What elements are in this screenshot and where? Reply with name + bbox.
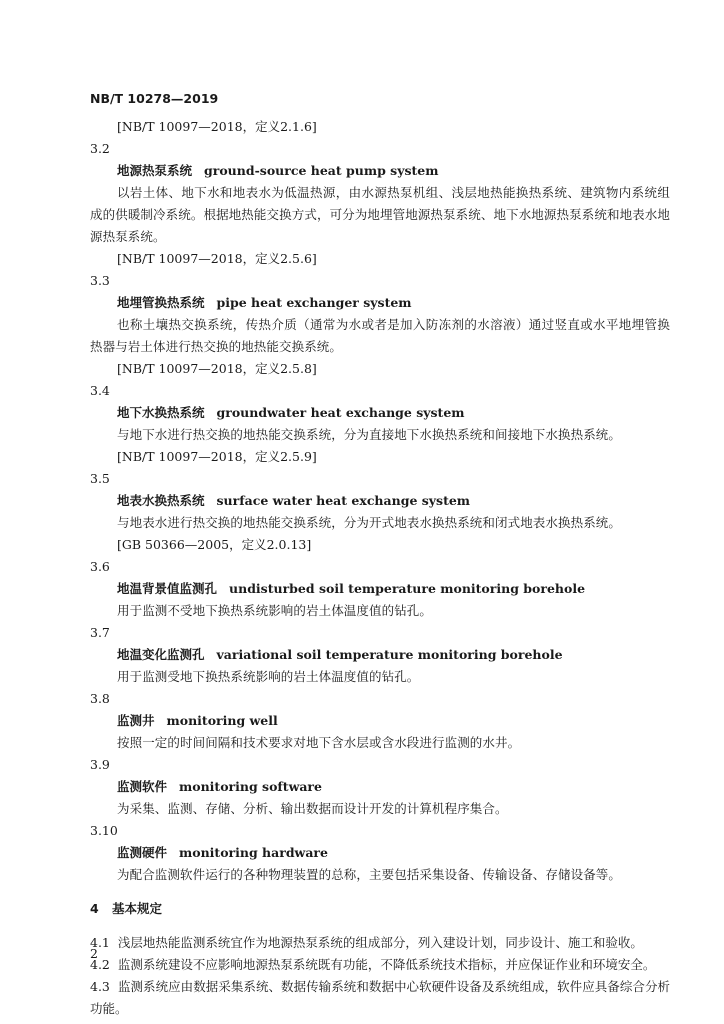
- previous-definition-reference: [NB/T 10097—2018，定义2.1.6]: [117, 119, 317, 134]
- term-chinese-name: 地下水换热系统: [117, 405, 205, 420]
- term-heading: [90, 842, 670, 864]
- term-source-reference: [NB/T 10097—2018，定义2.5.6]: [117, 251, 317, 266]
- term-number: 3.2: [90, 141, 110, 156]
- term-entry: [90, 754, 670, 820]
- term-entry: [90, 820, 670, 886]
- clause: [90, 954, 670, 976]
- term-entry: [90, 270, 670, 380]
- term-english-name: variational soil temperature monitoring borehole: [216, 647, 563, 662]
- term-chinese-name: 监测硬件: [117, 845, 168, 860]
- clause-list: [90, 932, 670, 1020]
- term-entry: [90, 556, 670, 622]
- term-definition: 为配合监测软件运行的各种物理装置的总称，主要包括采集设备、传输设备、存储设备等。: [117, 867, 622, 882]
- term-entry: [90, 622, 670, 688]
- clause: [90, 932, 670, 954]
- clause-text: 监测系统应由数据采集系统、数据传输系统和数据中心软硬件设备及系统组成，软件应具备综合分析功能。: [90, 979, 670, 1016]
- term-heading: [90, 710, 670, 732]
- term-entry: [90, 688, 670, 754]
- term-definition: 以岩土体、地下水和地表水为低温热源，由水源热泵机组、浅层地热能换热系统、建筑物内系统组成的供暖制冷系统。根据地热能交换方式，可分为地埋管地源热泵系统、地下水地源热泵系统和地表水地源热泵系统。: [90, 185, 670, 244]
- term-heading: [90, 490, 670, 512]
- term-number: 3.5: [90, 471, 110, 486]
- term-definition: 用于监测不受地下换热系统影响的岩土体温度值的钻孔。: [117, 603, 433, 618]
- term-source-reference: [GB 50366—2005，定义2.0.13]: [117, 537, 312, 552]
- term-english-name: groundwater heat exchange system: [216, 405, 465, 420]
- term-heading: [90, 160, 670, 182]
- term-chinese-name: 地源热泵系统: [117, 163, 193, 178]
- term-list: [90, 138, 670, 886]
- term-definition: 与地下水进行热交换的地热能交换系统，分为直接地下水换热系统和间接地下水换热系统。: [117, 427, 622, 442]
- page-content: [90, 116, 670, 1020]
- term-number: 3.8: [90, 691, 110, 706]
- term-number: 3.10: [90, 823, 118, 838]
- section-4-heading: [90, 898, 670, 920]
- term-heading: [90, 402, 670, 424]
- term-english-name: surface water heat exchange system: [216, 493, 471, 508]
- term-chinese-name: 地埋管换热系统: [117, 295, 205, 310]
- term-heading: [90, 292, 670, 314]
- term-number: 3.6: [90, 559, 110, 574]
- term-heading: [90, 644, 670, 666]
- section-number: 4: [90, 901, 99, 916]
- term-entry: [90, 138, 670, 270]
- term-definition: 为采集、监测、存储、分析、输出数据而设计开发的计算机程序集合。: [117, 801, 508, 816]
- term-chinese-name: 地温变化监测孔: [117, 647, 205, 662]
- term-number: 3.4: [90, 383, 110, 398]
- term-english-name: ground-source heat pump system: [204, 163, 439, 178]
- term-number: 3.9: [90, 757, 110, 772]
- term-chinese-name: 地温背景值监测孔: [117, 581, 218, 596]
- term-entry: [90, 380, 670, 468]
- term-english-name: monitoring hardware: [179, 845, 328, 860]
- term-heading: [90, 578, 670, 600]
- clause: [90, 976, 670, 1020]
- term-definition: 与地表水进行热交换的地热能交换系统，分为开式地表水换热系统和闭式地表水换热系统。: [117, 515, 622, 530]
- term-english-name: pipe heat exchanger system: [216, 295, 412, 310]
- term-english-name: monitoring well: [166, 713, 278, 728]
- term-source-reference: [NB/T 10097—2018，定义2.5.9]: [117, 449, 317, 464]
- term-english-name: monitoring software: [179, 779, 322, 794]
- term-english-name: undisturbed soil temperature monitoring borehole: [229, 581, 586, 596]
- term-entry: [90, 468, 670, 556]
- page-number: 2: [90, 946, 98, 961]
- clause-number: 4.2: [90, 957, 110, 972]
- term-heading: [90, 776, 670, 798]
- term-chinese-name: 监测井: [117, 713, 155, 728]
- document-code-header: NB/T 10278—2019: [90, 91, 219, 106]
- term-definition: 也称土壤热交换系统，传热介质（通常为水或者是加入防冻剂的水溶液）通过竖直或水平地埋管换热器与岩土体进行热交换的地热能交换系统。: [90, 317, 670, 354]
- clause-text: 监测系统建设不应影响地源热泵系统既有功能，不降低系统技术指标，并应保证作业和环境安全。: [117, 957, 656, 972]
- term-chinese-name: 地表水换热系统: [117, 493, 205, 508]
- term-definition: 用于监测受地下换热系统影响的岩土体温度值的钻孔。: [117, 669, 420, 684]
- term-chinese-name: 监测软件: [117, 779, 168, 794]
- term-number: 3.3: [90, 273, 110, 288]
- term-definition: 按照一定的时间间隔和技术要求对地下含水层或含水段进行监测的水井。: [117, 735, 521, 750]
- clause-number: 4.3: [90, 979, 110, 994]
- section-title: 基本规定: [112, 901, 163, 916]
- clause-number: 4.1: [90, 935, 110, 950]
- term-source-reference: [NB/T 10097—2018，定义2.5.8]: [117, 361, 317, 376]
- clause-text: 浅层地热能监测系统宜作为地源热泵系统的组成部分，列入建设计划，同步设计、施工和验收。: [117, 935, 643, 950]
- term-number: 3.7: [90, 625, 110, 640]
